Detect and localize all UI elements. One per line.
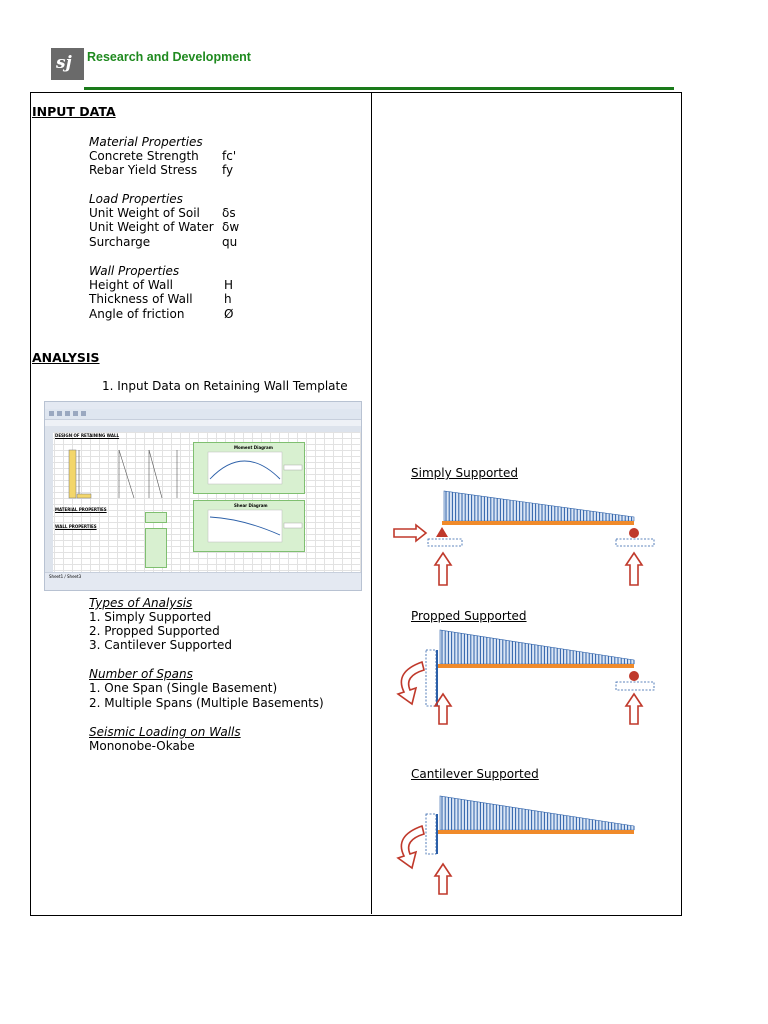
seismic-method: Mononobe-Okabe <box>89 739 195 753</box>
concrete-strength-label: Concrete Strength <box>89 149 199 163</box>
ground-hatch <box>428 539 462 546</box>
logo-text: sj <box>56 53 72 73</box>
spreadsheet-menubar <box>45 402 361 409</box>
beam <box>442 521 634 525</box>
types-of-analysis-heading: Types of Analysis <box>89 596 193 610</box>
propped-supported-title: Propped Supported <box>411 609 527 623</box>
fixed-wall-hatch <box>426 814 436 854</box>
analysis-type-item: 3. Cantilever Supported <box>89 638 233 652</box>
load-properties-heading: Load Properties <box>89 192 183 206</box>
fixed-wall-hatch <box>426 650 436 706</box>
company-logo <box>51 48 84 80</box>
fixed-support <box>436 650 438 706</box>
spreadsheet-status-bar <box>45 572 361 591</box>
unit-weight-soil-label: Unit Weight of Soil <box>89 206 200 220</box>
material-properties-heading: Material Properties <box>89 135 203 149</box>
moment-chart-title: Moment Diagram <box>234 445 273 450</box>
horizontal-reaction-arrow <box>394 525 426 541</box>
distributed-load <box>440 630 634 664</box>
angle-of-friction-symbol: Ø <box>224 307 234 321</box>
roller-support <box>629 671 639 681</box>
ground-hatch <box>616 539 654 546</box>
analysis-type-item: 2. Propped Supported <box>89 624 220 638</box>
concrete-strength-symbol: fc' <box>222 149 237 163</box>
toolbar-icon <box>57 411 62 416</box>
spreadsheet-title: DESIGN OF RETAINING WALL <box>55 433 120 438</box>
wall-properties-heading: Wall Properties <box>89 264 180 278</box>
beam <box>438 830 634 834</box>
number-of-spans-heading: Number of Spans <box>89 667 193 681</box>
header-rule <box>84 87 674 90</box>
rebar-yield-label: Rebar Yield Stress <box>89 163 198 177</box>
spreadsheet-shear-chart <box>193 500 305 552</box>
propped-supported-diagram <box>390 620 665 730</box>
vertical-reaction-arrow <box>626 694 642 724</box>
seismic-loading-heading: Seismic Loading on Walls <box>89 725 241 739</box>
unit-weight-water-label: Unit Weight of Water <box>89 220 214 234</box>
spreadsheet-screenshot <box>44 401 362 591</box>
page-header-title: Research and Development <box>87 50 251 64</box>
toolbar-icon <box>49 411 54 416</box>
ground-hatch <box>616 682 654 690</box>
spreadsheet-input-cells <box>145 512 167 523</box>
simply-supported-title: Simply Supported <box>411 466 518 480</box>
input-data-heading: INPUT DATA <box>32 104 116 119</box>
analysis-type-item: 1. Simply Supported <box>89 610 212 624</box>
spreadsheet-wall-section: WALL PROPERTIES <box>55 524 97 529</box>
rebar-yield-symbol: fy <box>222 163 234 177</box>
surcharge-symbol: qu <box>222 235 238 249</box>
spreadsheet-toolbar <box>45 409 361 420</box>
angle-of-friction-label: Angle of friction <box>89 307 185 321</box>
shear-curve <box>194 501 304 551</box>
spreadsheet-material-section: MATERIAL PROPERTIES <box>55 507 107 512</box>
vertical-reaction-arrow <box>435 553 451 585</box>
shear-chart-title: Shear Diagram <box>234 503 268 508</box>
cantilever-supported-diagram <box>390 790 665 900</box>
unit-weight-water-symbol: δw <box>222 220 240 234</box>
vertical-reaction-arrow <box>435 864 451 894</box>
spreadsheet-wall-input-cells <box>145 528 167 568</box>
moment-reaction-arrow <box>398 826 424 868</box>
simply-supported-diagram <box>390 485 665 590</box>
thickness-of-wall-label: Thickness of Wall <box>89 292 193 306</box>
spreadsheet-moment-chart <box>193 442 305 494</box>
span-item: 2. Multiple Spans (Multiple Basements) <box>89 696 324 710</box>
beam <box>438 664 634 668</box>
thickness-of-wall-symbol: h <box>224 292 232 306</box>
toolbar-icon <box>65 411 70 416</box>
column-divider <box>371 92 372 914</box>
vertical-reaction-arrow <box>626 553 642 585</box>
moment-reaction-arrow <box>398 662 424 704</box>
spreadsheet-wall-sketch <box>59 442 209 502</box>
roller-support <box>629 528 639 538</box>
step-input-template: 1. Input Data on Retaining Wall Template <box>102 379 348 393</box>
unit-weight-soil-symbol: δs <box>222 206 236 220</box>
distributed-load <box>440 796 634 830</box>
toolbar-icon <box>81 411 86 416</box>
spreadsheet-row-header <box>45 432 53 572</box>
distributed-load <box>444 491 634 521</box>
cantilever-supported-title: Cantilever Supported <box>411 767 539 781</box>
height-of-wall-symbol: H <box>224 278 234 292</box>
surcharge-label: Surcharge <box>89 235 151 249</box>
height-of-wall-label: Height of Wall <box>89 278 173 292</box>
analysis-heading: ANALYSIS <box>32 350 100 365</box>
toolbar-icon <box>73 411 78 416</box>
fixed-support <box>436 814 438 854</box>
span-item: 1. One Span (Single Basement) <box>89 681 278 695</box>
spreadsheet-sheet-tabs: Sheet1 / Sheet3 <box>49 574 82 579</box>
moment-curve <box>194 443 304 493</box>
pin-support <box>436 527 448 537</box>
